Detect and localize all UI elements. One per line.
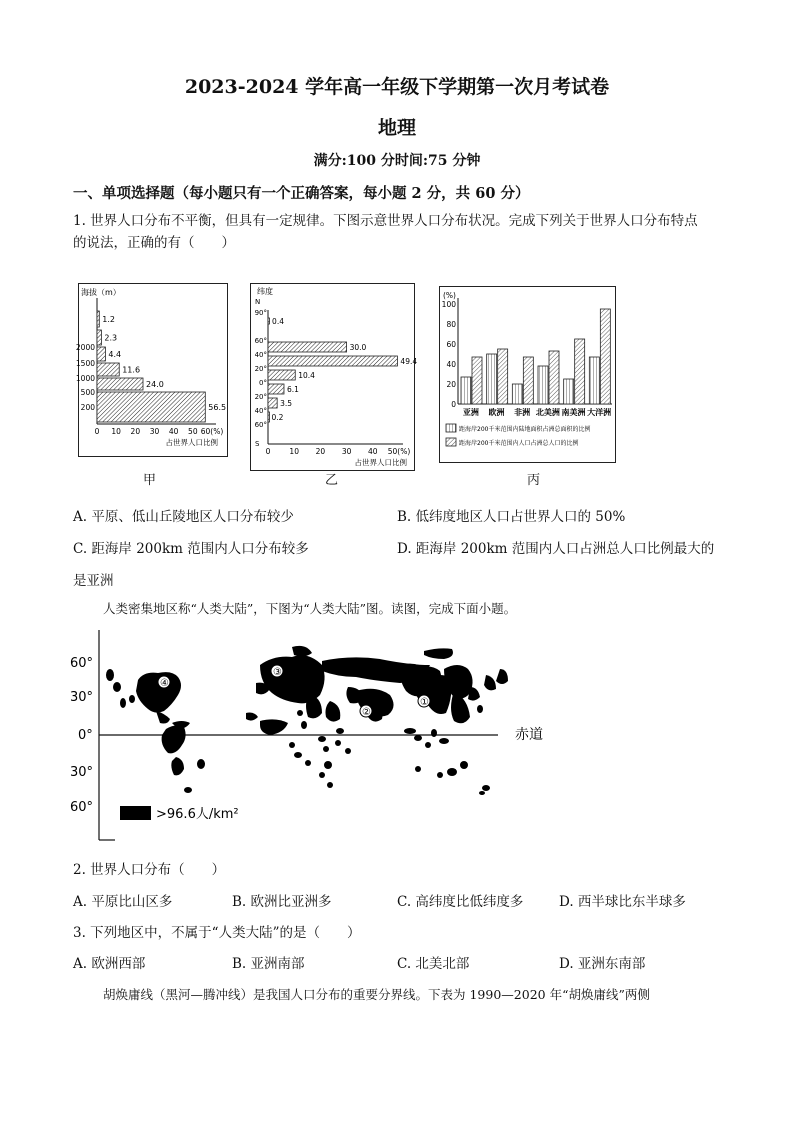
marker-4: ④ [160, 678, 169, 689]
bing-xtick: 欧洲 [488, 408, 505, 417]
jia-xtick: 50 [188, 427, 198, 436]
north-america-blobs [106, 669, 190, 729]
caption-bing: 丙 [527, 473, 541, 488]
q1-option-b[interactable]: B. 低纬度地区人口占世界人口的 50% [397, 509, 626, 525]
exam-title: 2023-2024 学年高一年级下学期第一次月考试卷 [184, 76, 610, 98]
yi-bar [268, 384, 284, 394]
jia-value-label: 4.4 [108, 350, 122, 359]
chart-jia [75, 283, 228, 457]
jia-xtick: 30 [149, 427, 160, 436]
eurasia-africa-blobs [246, 646, 508, 795]
yi-bar [268, 412, 270, 422]
bing-ytick: 20 [446, 380, 456, 389]
yi-xlabel: 占世界人口比例 [354, 458, 407, 467]
bing-bar [498, 349, 508, 404]
bing-ytick: 60 [446, 340, 456, 349]
yi-value-label: 10.4 [298, 371, 315, 380]
yi-ytick: 60° [254, 421, 267, 429]
q1-option-a[interactable]: A. 平原、低山丘陵地区人口分布较少 [73, 509, 294, 525]
section-heading: 一、单项选择题（每小题只有一个正确答案，每小题 2 分，共 60 分） [73, 185, 530, 202]
bing-legend-label: 距海岸200千米范围内人口占洲总人口的比例 [459, 440, 579, 447]
jia-value-label: 11.6 [122, 365, 141, 375]
bing-bar [523, 357, 533, 404]
yi-xtick: 0 [265, 447, 271, 456]
marker-1: ① [420, 697, 429, 708]
subject-title: 地理 [377, 117, 416, 139]
q1-option-d-cont: 是亚洲 [73, 573, 114, 589]
q3-option-a[interactable]: A. 欧洲西部 [73, 956, 146, 972]
jia-ytick: 1500 [75, 359, 95, 368]
marker-2: ② [362, 707, 371, 718]
yi-value-label: 0.4 [272, 317, 284, 326]
bing-legend-label: 距海岸200千米范围内陆地面积占洲总面积的比例 [459, 426, 591, 433]
bing-xtick: 亚洲 [462, 408, 479, 417]
jia-bar [97, 378, 143, 390]
jia-ytick: 500 [80, 388, 95, 397]
marker-3: ③ [273, 667, 282, 678]
question-1-stem [73, 210, 723, 254]
jia-bar [97, 330, 101, 345]
yi-bar [268, 318, 270, 324]
q2-option-c[interactable]: C. 高纬度比低纬度多 [397, 894, 524, 910]
yi-ytick: 0° [259, 379, 267, 387]
bing-legend-swatch [446, 424, 456, 432]
yi-xtick: 30 [341, 447, 352, 456]
bing-bar [589, 357, 599, 404]
yi-xtick: 10 [289, 447, 299, 456]
question-2-stem: 2. 世界人口分布（ ） [73, 862, 226, 878]
lat-30n: 30° [70, 690, 94, 705]
jia-xtick: 10 [111, 427, 121, 436]
yi-value-label: 3.5 [280, 399, 293, 408]
bing-bar [472, 357, 482, 404]
intro-hu-line: 胡焕庸线（黑河—腾冲线）是我国人口分布的重要分界线。下表为 1990—2020 年“胡焕庸线”两侧 [103, 987, 650, 1002]
jia-bar [97, 347, 105, 361]
question-3-stem: 3. 下列地区中，不属于“人类大陆”的是（ ） [73, 925, 361, 941]
bing-bar [512, 384, 522, 404]
q3-option-b[interactable]: B. 亚洲南部 [232, 956, 305, 972]
yi-ytick: 40° [254, 351, 267, 359]
lat-30s: 30° [70, 765, 94, 780]
bing-xtick: 北美洲 [535, 408, 560, 417]
yi-ytick: 20° [254, 393, 267, 401]
jia-bar [97, 311, 99, 327]
bing-ytick: 80 [446, 320, 456, 329]
yi-bar [268, 398, 277, 408]
score-time: 满分:100 分时间:75 分钟 [313, 153, 481, 169]
yi-bar [268, 356, 397, 366]
jia-xlabel: 占世界人口比例 [165, 438, 218, 447]
chart-bing [439, 286, 616, 463]
yi-value-label: 30.0 [349, 343, 367, 352]
bing-bar [487, 354, 497, 404]
jia-value-label: 24.0 [146, 380, 164, 389]
bing-legend-swatch [446, 438, 456, 446]
jia-xtick: 40 [168, 427, 179, 436]
legend-swatch [120, 806, 151, 820]
yi-value-label: 6.1 [286, 385, 299, 394]
jia-value-label: 2.3 [104, 333, 118, 343]
lat-60s: 60° [70, 800, 94, 815]
yi-ytick: 60° [254, 337, 267, 345]
q2-option-b[interactable]: B. 欧洲比亚洲多 [232, 894, 332, 910]
jia-value-label: 56.5 [208, 403, 227, 412]
bing-bar [564, 379, 574, 404]
jia-bar [97, 363, 119, 376]
yi-bar [268, 370, 295, 380]
q1-option-c[interactable]: C. 距海岸 200km 范围内人口分布较多 [73, 541, 309, 557]
equator-label: 赤道 [515, 727, 543, 743]
bing-bar [461, 377, 471, 404]
q1-option-d[interactable]: D. 距海岸 200km 范围内人口占洲总人口比例最大的 [397, 541, 715, 557]
q2-option-a[interactable]: A. 平原比山区多 [73, 894, 173, 910]
bing-ytick: 0 [451, 400, 456, 409]
bing-xtick: 大洋洲 [587, 408, 612, 417]
yi-xtick: 40 [368, 447, 378, 456]
yi-value-label: 0.2 [271, 413, 284, 422]
yi-north: N [255, 298, 261, 306]
q3-option-c[interactable]: C. 北美北部 [397, 956, 470, 972]
caption-jia: 甲 [143, 473, 157, 488]
jia-ytick: 1000 [75, 374, 95, 383]
chart-yi [250, 283, 418, 471]
yi-south: S [255, 440, 260, 448]
jia-xtick: 60(%) [200, 427, 224, 436]
question-1-line2: 的说法，正确的有（ ） [73, 235, 235, 251]
q3-option-d[interactable]: D. 亚洲东南部 [559, 956, 646, 972]
q2-option-d[interactable]: D. 西半球比东半球多 [559, 894, 686, 910]
bing-bar [600, 309, 610, 404]
bing-bar [538, 366, 548, 404]
jia-xtick: 0 [94, 427, 100, 436]
lat-0: 0° [78, 728, 93, 743]
yi-ytick: 20° [254, 365, 267, 373]
jia-bar [97, 392, 205, 422]
yi-ytick: 40° [254, 407, 267, 415]
yi-ylabel: 纬度 [257, 287, 273, 296]
jia-xtick: 20 [130, 427, 141, 436]
bing-xtick: 非洲 [514, 408, 531, 417]
bing-bar [549, 351, 559, 404]
lat-60n: 60° [70, 656, 94, 671]
jia-ytick: 200 [80, 403, 95, 412]
bing-xtick: 南美洲 [561, 408, 586, 417]
yi-xtick: 50(%) [387, 447, 411, 456]
yi-ytick: 90° [254, 309, 267, 317]
legend-label: >96.6人/km² [156, 807, 239, 822]
bing-bar [575, 339, 585, 404]
question-1-line1: 1. 世界人口分布不平衡，但具有一定规律。下图示意世界人口分布状况。完成下列关于世界人口分布特点 [73, 213, 698, 229]
bing-ylabel: (%) [443, 291, 456, 300]
jia-ytick: 2000 [75, 343, 95, 352]
bing-ytick: 40 [446, 360, 456, 369]
intro-human-continent: 人类密集地区称“人类大陆”，下图为“人类大陆”图。读图，完成下面小题。 [103, 601, 517, 616]
jia-value-label: 1.2 [102, 315, 116, 324]
yi-bar [268, 342, 347, 352]
yi-value-label: 49.4 [400, 357, 418, 366]
human-continent-map [60, 625, 560, 845]
jia-ylabel: 海拔（m） [81, 288, 121, 297]
yi-xtick: 20 [315, 447, 326, 456]
caption-yi: 乙 [325, 473, 339, 488]
bing-ytick: 100 [441, 300, 456, 309]
